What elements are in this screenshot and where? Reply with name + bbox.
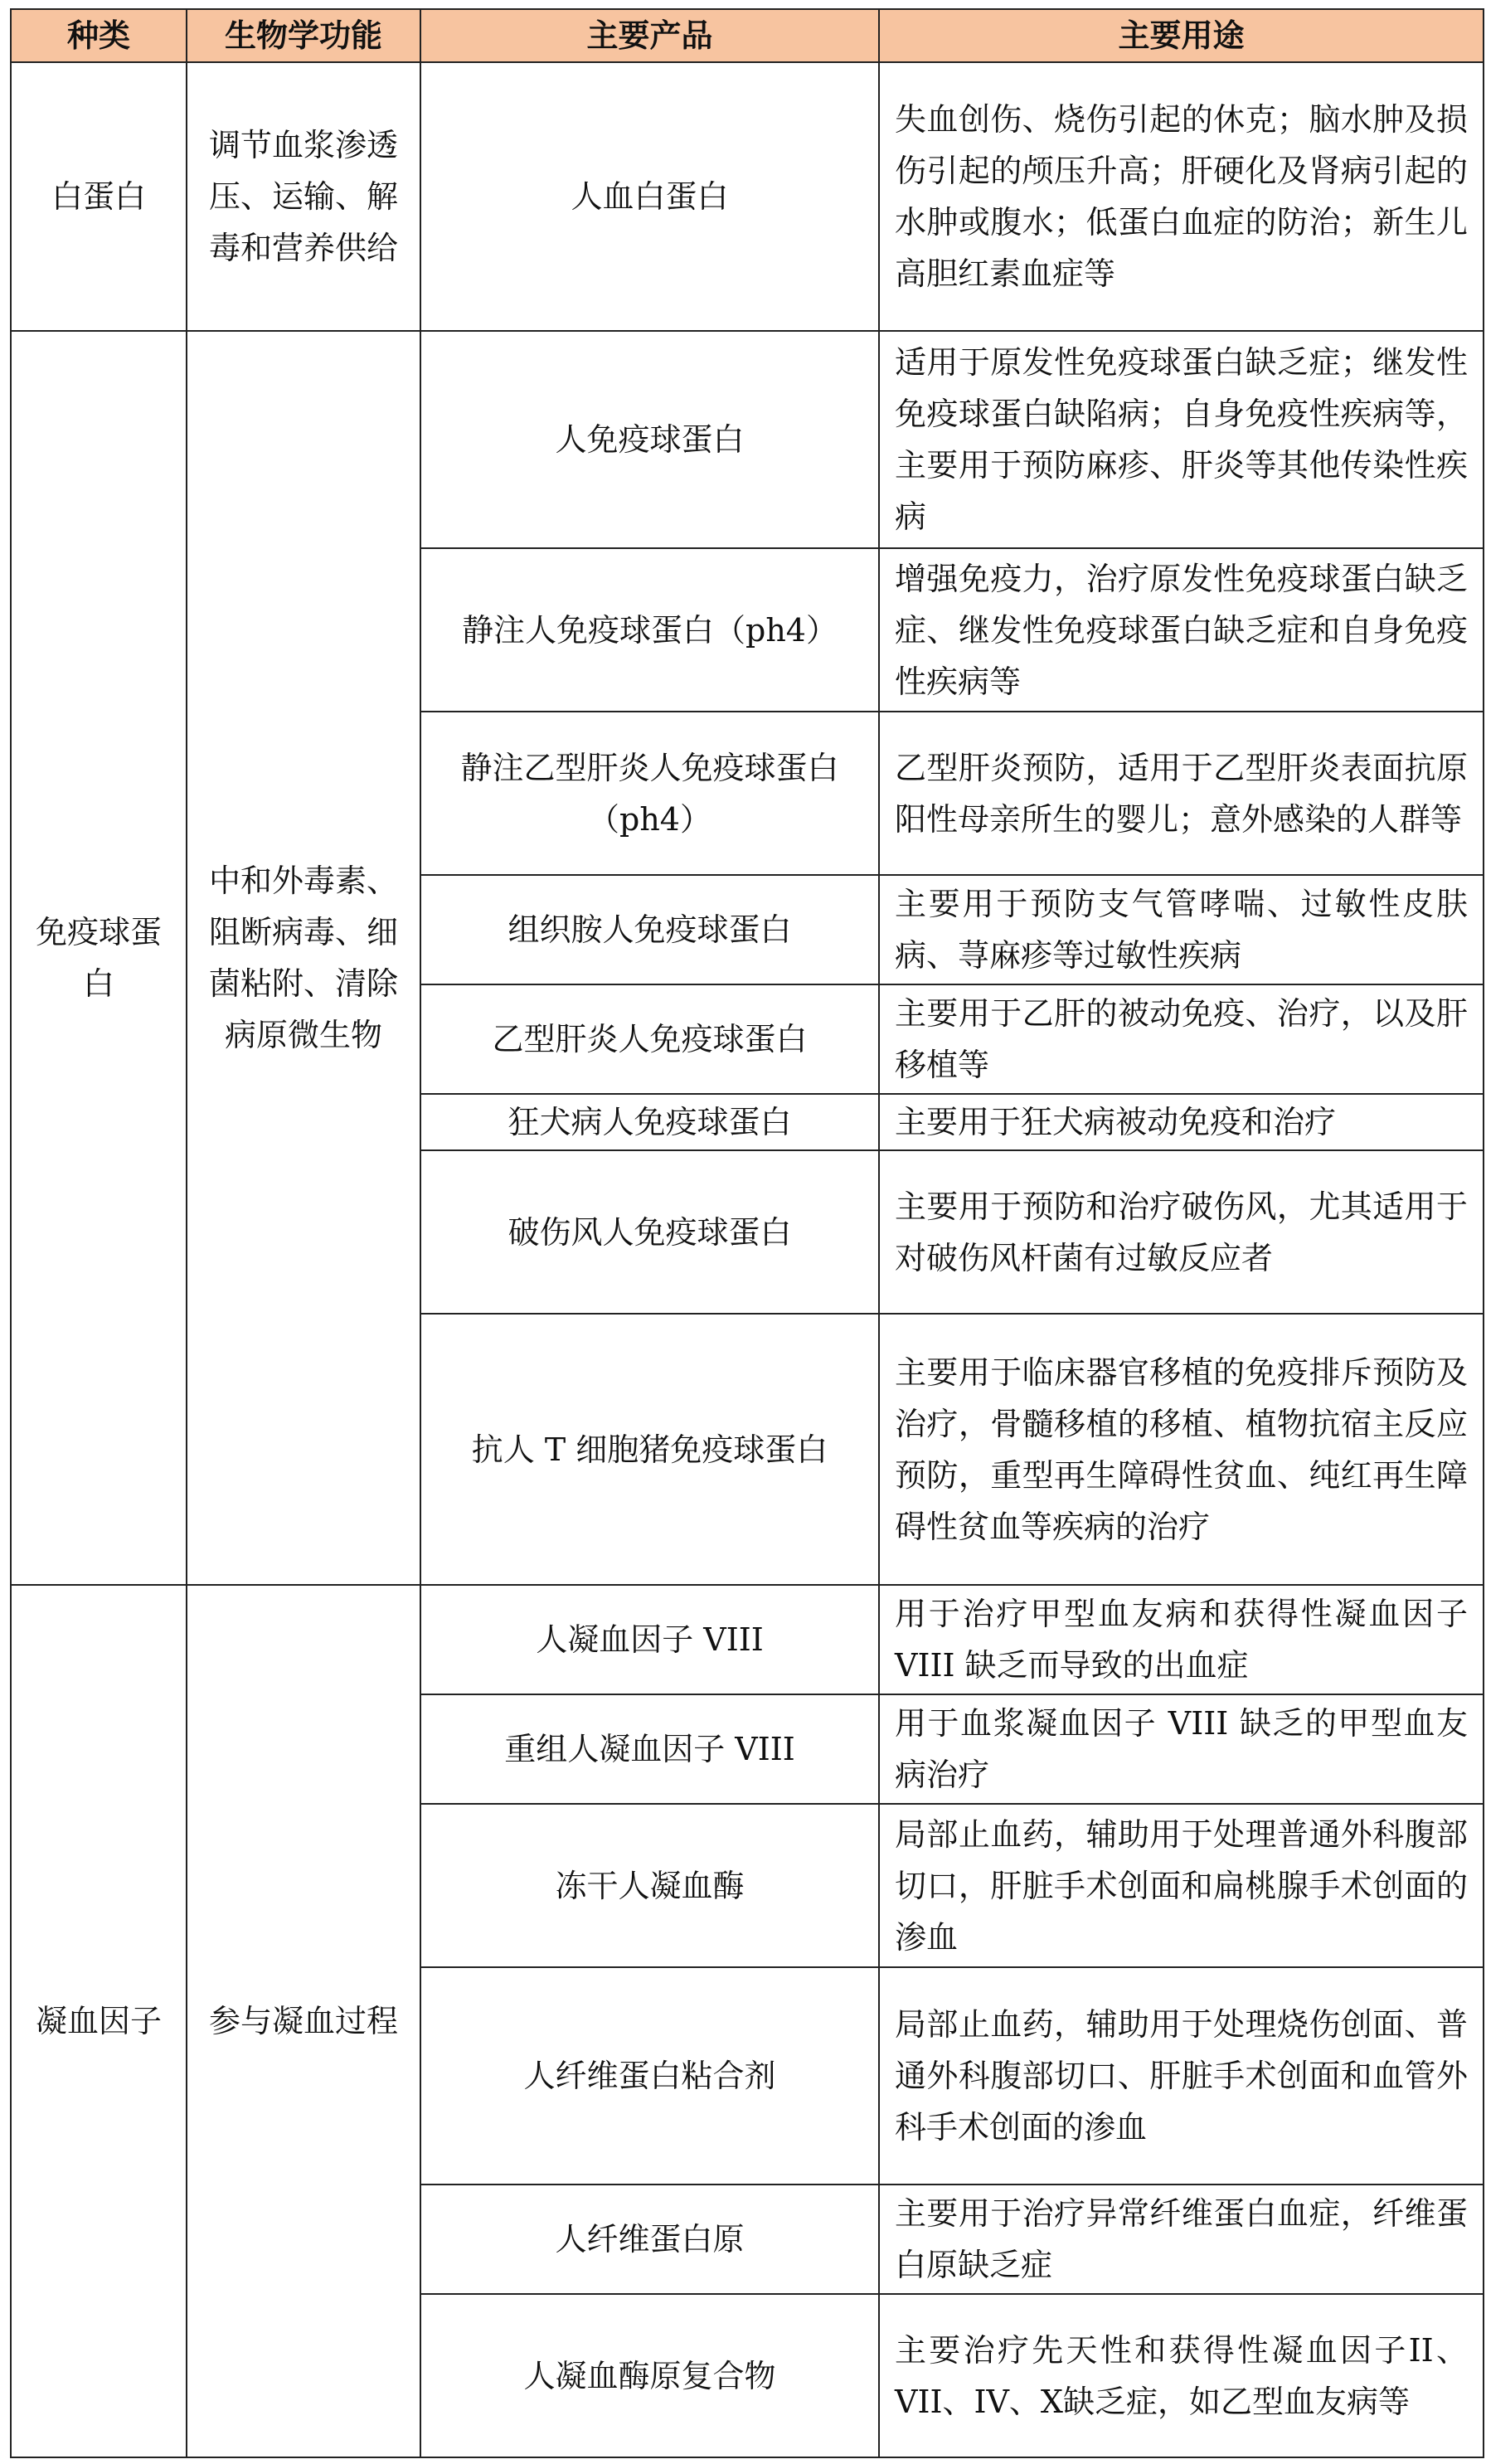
use-cell: 主要用于治疗异常纤维蛋白血症，纤维蛋白原缺乏症 [879,2185,1484,2294]
use-cell: 用于治疗甲型血友病和获得性凝血因子 VIII 缺乏而导致的出血症 [879,1585,1484,1694]
product-cell: 人血白蛋白 [420,62,879,331]
product-cell: 人凝血因子 VIII [420,1585,879,1694]
product-cell: 人纤维蛋白粘合剂 [420,1967,879,2185]
function-cell-albumin: 调节血浆渗透压、运输、解毒和营养供给 [187,62,420,331]
product-cell: 抗人 T 细胞猪免疫球蛋白 [420,1314,879,1585]
use-cell: 主要用于预防和治疗破伤风，尤其适用于对破伤风杆菌有过敏反应者 [879,1150,1484,1314]
use-cell: 局部止血药，辅助用于处理烧伤创面、普通外科腹部切口、肝脏手术创面和血管外科手术创面的渗血 [879,1967,1484,2185]
use-cell: 适用于原发性免疫球蛋白缺乏症；继发性免疫球蛋白缺陷病；自身免疫性疾病等，主要用于预防麻疹、肝炎等其他传染性疾病 [879,331,1484,548]
product-cell: 重组人凝血因子 VIII [420,1694,879,1804]
header-use: 主要用途 [879,9,1484,62]
product-cell: 狂犬病人免疫球蛋白 [420,1094,879,1150]
use-cell: 主要用于预防支气管哮喘、过敏性皮肤病、荨麻疹等过敏性疾病 [879,875,1484,984]
product-cell: 乙型肝炎人免疫球蛋白 [420,984,879,1094]
header-category: 种类 [11,9,187,62]
product-cell: 人免疫球蛋白 [420,331,879,548]
table-row [11,62,1484,331]
use-cell: 主要用于乙肝的被动免疫、治疗，以及肝移植等 [879,984,1484,1094]
use-cell: 主要用于临床器官移植的免疫排斥预防及治疗，骨髓移植的移植、植物抗宿主反应预防，重型再生障碍性贫血、纯红再生障碍性贫血等疾病的治疗 [879,1314,1484,1585]
use-cell: 用于血浆凝血因子 VIII 缺乏的甲型血友病治疗 [879,1694,1484,1804]
use-cell: 增强免疫力，治疗原发性免疫球蛋白缺乏症、继发性免疫球蛋白缺乏症和自身免疫性疾病等 [879,548,1484,712]
category-cell-coagulation: 凝血因子 [11,1585,187,2457]
function-cell-coagulation: 参与凝血过程 [187,1585,420,2457]
header-function: 生物学功能 [187,9,420,62]
function-cell-immunoglobulin: 中和外毒素、阻断病毒、细菌粘附、清除病原微生物 [187,331,420,1585]
category-cell-albumin: 白蛋白 [11,62,187,331]
use-cell: 主要治疗先天性和获得性凝血因子II、VII、IV、X缺乏症，如乙型血友病等 [879,2294,1484,2457]
header-row [11,9,1484,62]
category-cell-immunoglobulin: 免疫球蛋白 [11,331,187,1585]
header-product: 主要产品 [420,9,879,62]
product-cell: 人凝血酶原复合物 [420,2294,879,2457]
use-cell: 乙型肝炎预防，适用于乙型肝炎表面抗原阳性母亲所生的婴儿；意外感染的人群等 [879,712,1484,875]
use-cell: 局部止血药，辅助用于处理普通外科腹部切口，肝脏手术创面和扁桃腺手术创面的渗血 [879,1804,1484,1967]
table-row [11,331,1484,548]
use-cell: 失血创伤、烧伤引起的休克；脑水肿及损伤引起的颅压升高；肝硬化及肾病引起的水肿或腹水；低蛋白血症的防治；新生儿高胆红素血症等 [879,62,1484,331]
product-cell: 组织胺人免疫球蛋白 [420,875,879,984]
product-cell: 静注人免疫球蛋白（ph4） [420,548,879,712]
product-cell: 破伤风人免疫球蛋白 [420,1150,879,1314]
product-cell: 静注乙型肝炎人免疫球蛋白（ph4） [420,712,879,875]
product-cell: 冻干人凝血酶 [420,1804,879,1967]
use-cell: 主要用于狂犬病被动免疫和治疗 [879,1094,1484,1150]
product-cell: 人纤维蛋白原 [420,2185,879,2294]
table-row [11,1585,1484,1694]
plasma-products-table [10,8,1484,2458]
